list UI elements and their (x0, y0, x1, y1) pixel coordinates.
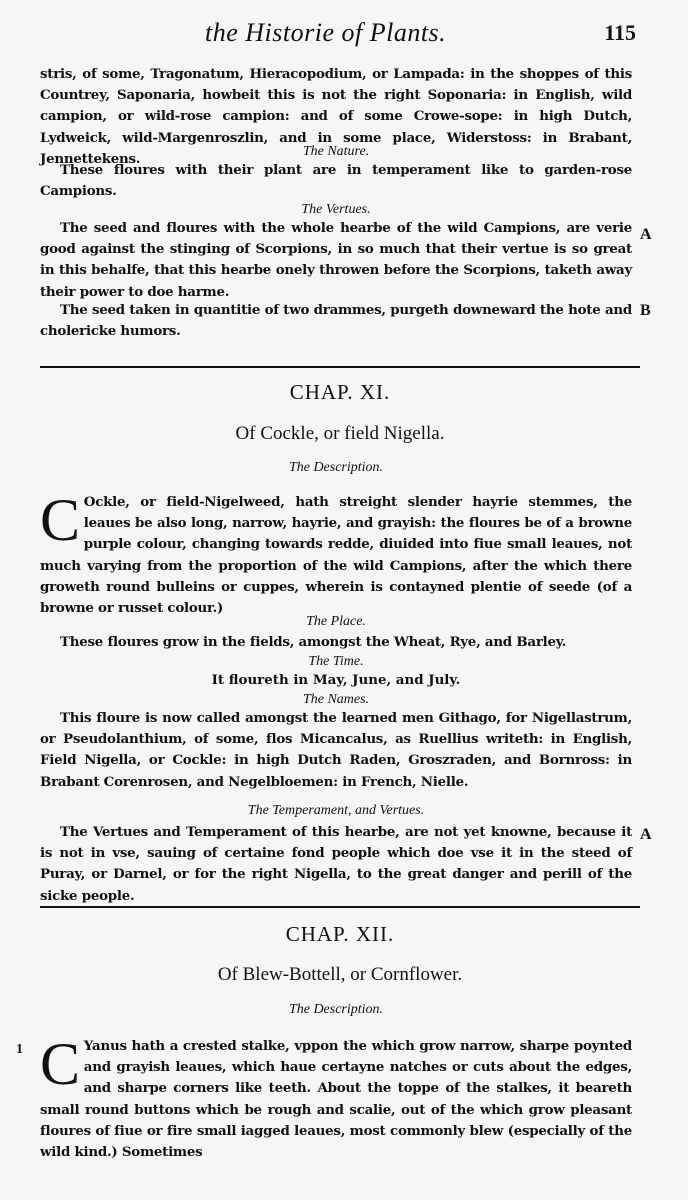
drop-cap: C (40, 487, 80, 553)
vertues-heading: The Vertues. (301, 202, 371, 217)
chapter-11-subtitle: Of Cockle, or field Nigella. (235, 423, 445, 444)
section-rule-2 (40, 906, 640, 908)
section-rule (40, 366, 640, 368)
chapter-11-description-text: Ockle, or field-Nigelweed, hath streight slender hayrie stemmes, the leaues be also long, narrow, hayrie, and grayish: the floures be of a browne purple colour, changing towards redde, diuided into fiue small leaues, not much varying from the proportion of the wild Campions, after the which there groweth round bulleins or cuppes, wherein is contayned plentie of seede (of a browne or russet colour.) (40, 494, 632, 617)
chapter-12-title: CHAP. XII. (285, 922, 395, 946)
chapter-12-description (40, 1031, 632, 1163)
chapter-12-subtitle: Of Blew-Bottell, or Cornflower. (217, 964, 463, 985)
page-number: 115 (604, 20, 636, 45)
margin-letter-b: B (640, 302, 651, 319)
vertues-text-2: The seed taken in quantitie of two drammes, purgeth downeward the hote and cholericke humors. (40, 302, 632, 340)
item-numeral: 1 (16, 1042, 23, 1057)
names-continuation: stris, of some, Tragonatum, Hieracopodium, or Lampada: in the shoppes of this Countrey, Saponaria, howbeit this is not the right Soponaria: in English, wild campion, or wild-rose campion: and of some Crowe-sope: in high Dutch, Lydweick, wild-Margenroszlin, and in some place, Widerstoss: in Brabant, Jennettekens. (40, 66, 632, 167)
temperament-text: The Vertues and Temperament of this hearbe, are not yet knowne, because it is not in vse, sauing of certaine fond people which doe vse it in the steed of Puray, or Darnel, or for the right Nigella, to the great danger and perill of the sicke people. (40, 824, 632, 904)
time-text: It floureth in May, June, and July. (211, 672, 461, 688)
names-heading: The Names. (302, 692, 370, 707)
nature-text: These floures with their plant are in temperament like to garden-rose Campions. (40, 162, 632, 200)
chapter-11-title: CHAP. XI. (289, 380, 391, 404)
running-head (0, 18, 688, 50)
names-text: This floure is now called amongst the learned men Githago, for Nigellastrum, or Pseudolanthium, of some, flos Micancalus, as Ruellius writeth: in English, Field Nigella, or Cockle: in high Dutch Raden, Groszraden, and Bornross: in Brabant Corenrosen, and Negelbloemen: in French, Nielle. (40, 710, 632, 790)
chapter-12-description-heading: The Description. (288, 1002, 384, 1017)
nature-heading: The Nature. (302, 144, 370, 159)
margin-letter-a-2: A (640, 826, 652, 843)
vertues-text-1: The seed and floures with the whole hearbe of the wild Campions, are verie good against the stinging of Scorpions, in so much that their vertue is so great in this behalfe, that this hearbe onely throwen before the Scorpions, taketh away their power to doe harme. (40, 220, 632, 300)
drop-cap-2: C (40, 1031, 80, 1097)
margin-letter-a: A (640, 226, 652, 243)
chapter-11-description-heading: The Description. (288, 460, 384, 475)
running-title: the Historie of Plants. (205, 18, 447, 47)
chapter-12-description-text: Yanus hath a crested stalke, vppon the which grow narrow, sharpe poynted and grayish leaues, which haue certayne natches or cuts about the edges, and sharpe corners like teeth. About the toppe of the stalkes, it beareth small round buttons which be rough and scalie, out of the which grow pleasant floures of fiue or fire small iagged leaues, most commonly blew (especially of the wild kind.) Sometimes (40, 1038, 632, 1161)
chapter-11-description (40, 487, 632, 619)
time-heading: The Time. (308, 654, 364, 669)
place-heading: The Place. (306, 614, 366, 629)
temperament-heading: The Temperament, and Vertues. (247, 803, 425, 818)
place-text: These floures grow in the fields, amongst the Wheat, Rye, and Barley. (60, 634, 567, 650)
